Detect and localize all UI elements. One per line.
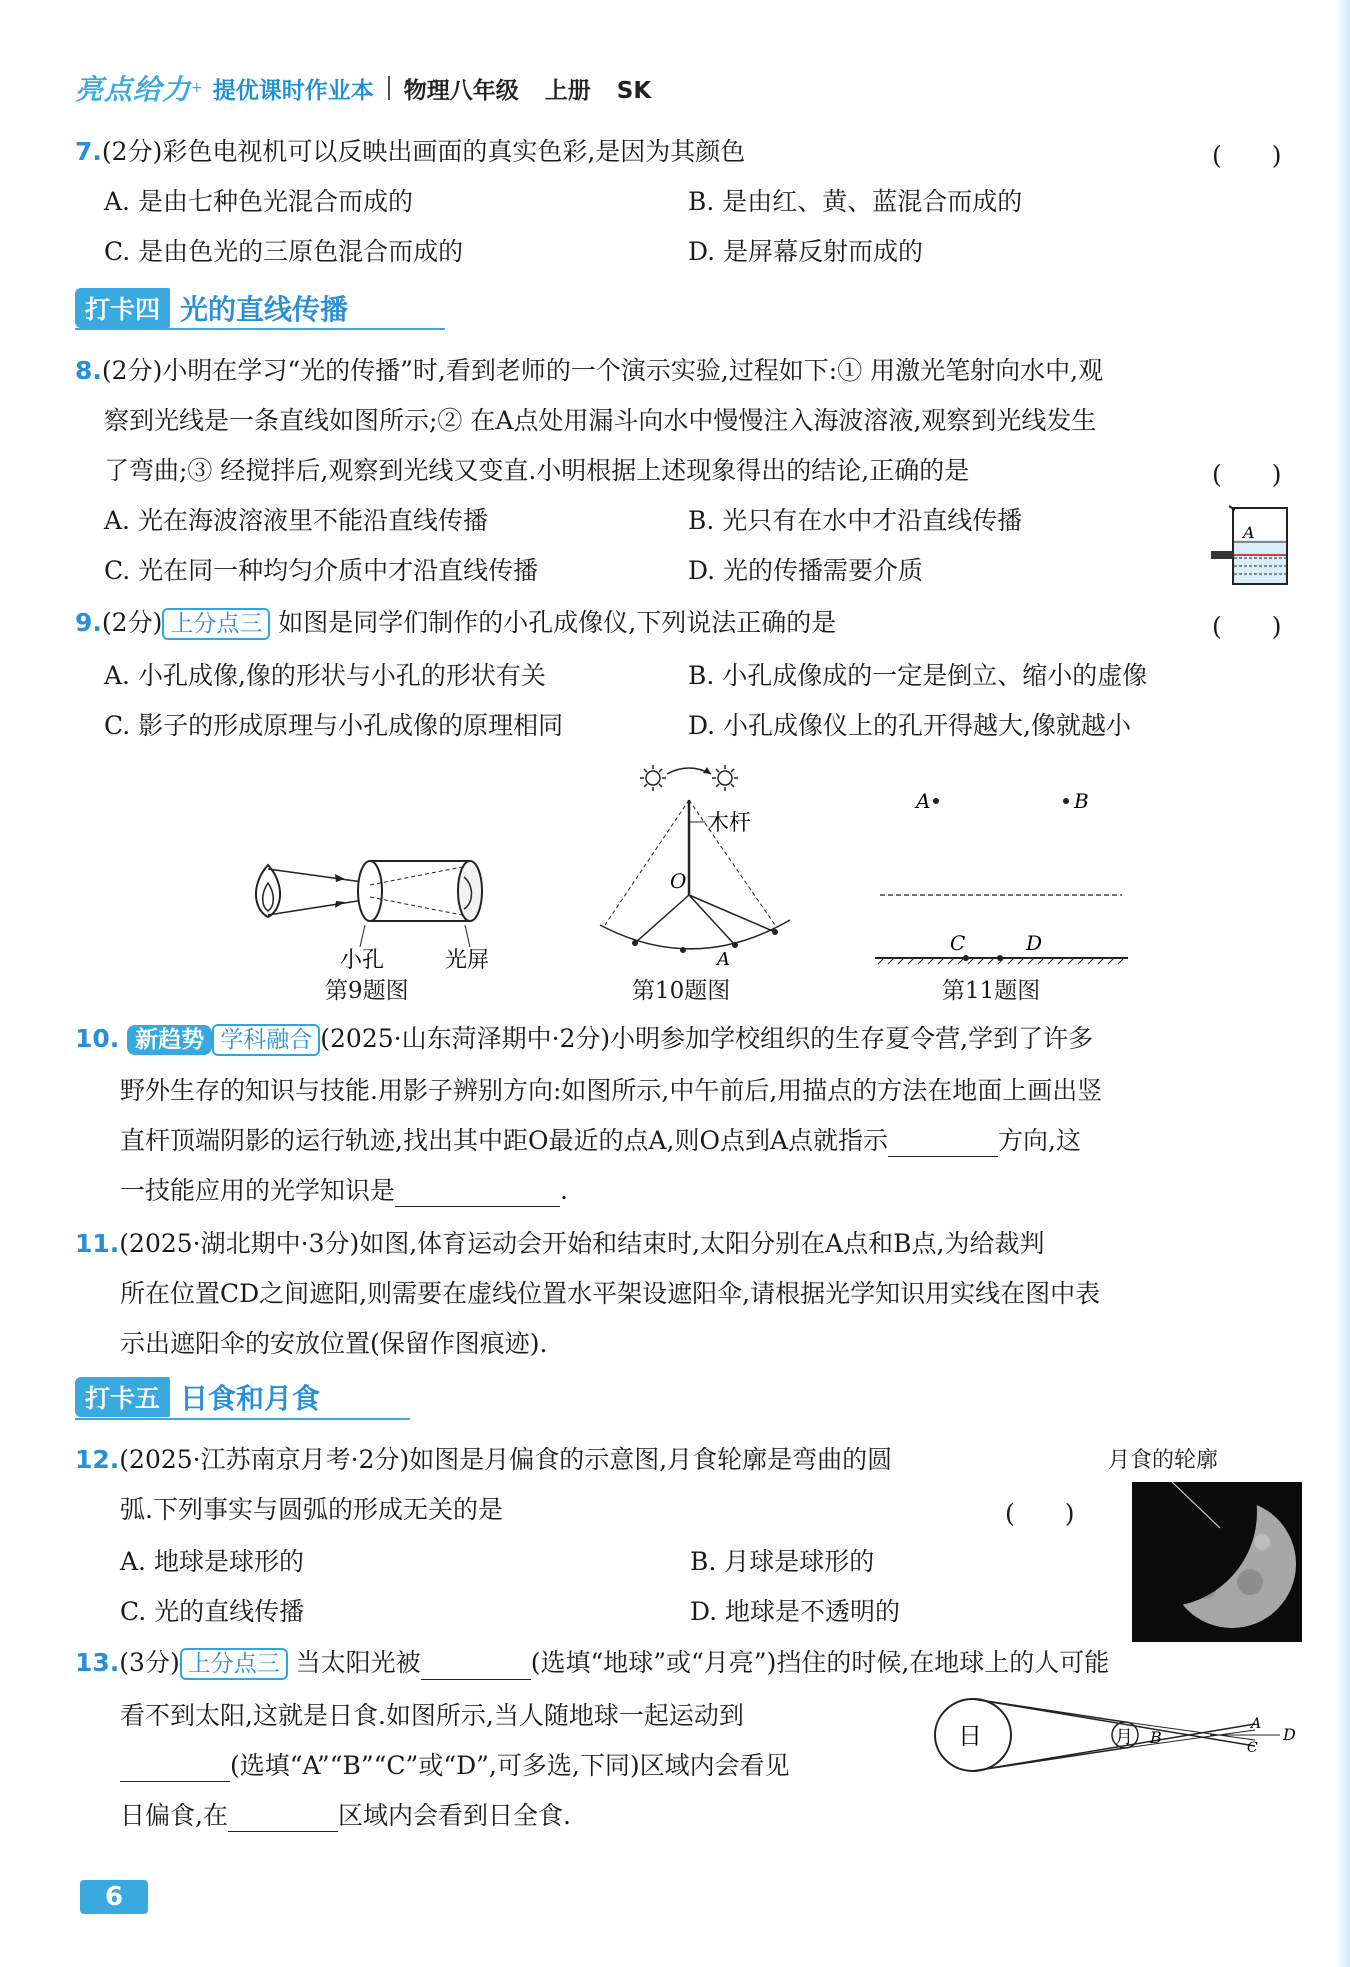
q12-option-b[interactable]: B. 月球是球形的 — [690, 1547, 875, 1576]
q13-text-3: (选填“A”“B”“C”或“D”,可多选,下同)区域内会看见 — [230, 1751, 790, 1780]
q10-blank-direction[interactable] — [888, 1130, 998, 1157]
q10-line-1 — [75, 1023, 1093, 1056]
q10-text-3b: 方向,这 — [998, 1126, 1081, 1155]
q8-option-c[interactable]: C. 光在同一种均匀介质中才沿直线传播 — [104, 556, 539, 585]
q12-option-a[interactable]: A. 地球是球形的 — [120, 1547, 304, 1576]
section-underline — [75, 322, 445, 330]
section-underline — [75, 1412, 410, 1420]
q13-line-2: 看不到太阳,这就是日食.如图所示,当人随地球一起运动到 — [120, 1701, 744, 1730]
q8-text-1: (2分)小明在学习“光的传播”时,看到老师的一个演示实验,过程如下:① 用激光笔射向水中,观 — [101, 356, 1104, 385]
q10-text-4b: . — [560, 1176, 568, 1205]
q9-tag: 上分点三 — [162, 608, 270, 640]
q12-text-1: (2025·江苏南京月考·2分)如图是月偏食的示意图,月食轮廓是弯曲的圆 — [119, 1445, 893, 1474]
fig10-label-a: A — [717, 949, 730, 970]
q13-line-4 — [120, 1800, 571, 1832]
q13-text-1b: (选填“地球”或“月亮”)挡住的时候,在地球上的人可能 — [530, 1648, 1110, 1677]
q11-text-1: (2025·湖北期中·3分)如图,体育运动会开始和结束时,太阳分别在A点和B点,为给裁判 — [119, 1229, 1045, 1258]
q13-number: 13. — [75, 1648, 120, 1677]
fig10-label-pole: 木杆 — [707, 811, 752, 836]
q12-line-2: 弧.下列事实与圆弧的形成无关的是 — [120, 1495, 503, 1524]
header-divider — [388, 76, 390, 100]
q10-line-2: 野外生存的知识与技能.用影子辨别方向:如图所示,中午前后,用描点的方法在地面上画出竖 — [120, 1076, 1103, 1105]
q13-fig-a: A — [1251, 1716, 1262, 1732]
q9-option-a[interactable]: A. 小孔成像,像的形状与小孔的形状有关 — [104, 661, 546, 690]
q13-fig-b: B — [1150, 1728, 1162, 1747]
q10-number: 10. — [75, 1024, 120, 1053]
q9-stem: 9.(2分) 上分点三 如图是同学们制作的小孔成像仪,下列说法正确的是 — [75, 607, 836, 640]
q9-option-c[interactable]: C. 影子的形成原理与小孔成像的原理相同 — [104, 711, 564, 740]
fig9-caption: 第9题图 — [325, 978, 409, 1004]
q10-tag-subject: 学科融合 — [212, 1024, 320, 1056]
fig11-label-d: D — [1026, 931, 1043, 955]
fig10-caption: 第10题图 — [632, 978, 731, 1004]
q9-answer-paren[interactable]: ( ) — [1212, 612, 1282, 641]
q7-option-b[interactable]: B. 是由红、黄、蓝混合而成的 — [688, 187, 1023, 216]
q13-fig-moon: 月 — [1115, 1727, 1133, 1748]
q13-points: (3分) — [119, 1648, 180, 1677]
q10-text-3: 直杆顶端阴影的运行轨迹,找出其中距O最近的点A,则O点到A点就指示 — [120, 1126, 888, 1155]
q8-number: 8. — [75, 356, 102, 385]
q12-number: 12. — [75, 1445, 120, 1474]
fig10-shadow-sundial — [595, 760, 815, 970]
q10-text-4: 一技能应用的光学知识是 — [120, 1176, 396, 1205]
q12-answer-paren[interactable]: ( ) — [1005, 1499, 1075, 1528]
fig11-label-c: C — [950, 931, 966, 955]
q9-text: 如图是同学们制作的小孔成像仪,下列说法正确的是 — [278, 608, 837, 637]
q10-tag-trend: 新趋势 — [127, 1025, 212, 1055]
page-edge — [1336, 0, 1350, 1967]
q7-number: 7. — [75, 137, 102, 166]
q13-fig-c: C — [1247, 1740, 1258, 1756]
q12-line-1 — [75, 1444, 892, 1476]
q13-text-4a: 日偏食,在 — [120, 1801, 228, 1830]
section-title: 日食和月食 — [180, 1382, 321, 1415]
series-title: 提优课时作业本 — [212, 77, 374, 104]
q13-blank-blocker[interactable] — [421, 1653, 531, 1680]
q12-option-d[interactable]: D. 地球是不透明的 — [690, 1597, 901, 1626]
section-badge: 打卡五 — [75, 1377, 170, 1417]
q13-text-4b: 区域内会看到日全食. — [337, 1801, 571, 1830]
page-number: 6 — [80, 1880, 148, 1914]
section-title: 光的直线传播 — [180, 293, 349, 326]
q7-text: (2分)彩色电视机可以反映出画面的真实色彩,是因为其颜色 — [101, 137, 746, 166]
fig11-caption: 第11题图 — [942, 978, 1041, 1004]
q7-option-d[interactable]: D. 是屏幕反射而成的 — [688, 237, 924, 266]
q13-tag: 上分点三 — [180, 1648, 288, 1680]
q8-answer-paren[interactable]: ( ) — [1212, 460, 1282, 489]
q13-fig-d: D — [1283, 1725, 1296, 1744]
q7-stem — [75, 136, 745, 168]
q8-fig-label-a: A — [1243, 523, 1255, 542]
q10-line-3 — [120, 1125, 1081, 1157]
q12-option-c[interactable]: C. 光的直线传播 — [120, 1597, 305, 1626]
q8-line-3: 了弯曲;③ 经搅拌后,观察到光线又变直.小明根据上述现象得出的结论,正确的是 — [104, 456, 970, 485]
sun-icon — [640, 765, 666, 791]
q11-number: 11. — [75, 1229, 120, 1258]
q12-lunar-eclipse-photo — [1132, 1482, 1302, 1642]
q8-beaker-figure — [1205, 500, 1300, 590]
q8-option-a[interactable]: A. 光在海波溶液里不能沿直线传播 — [104, 506, 488, 535]
q13-line-1 — [75, 1647, 1109, 1680]
page-header: 亮点给力 + 提优课时作业本 物理八年级 上册 SK — [75, 68, 651, 108]
q12-fig-label: 月食的轮廓 — [1108, 1448, 1219, 1473]
q13-solar-eclipse-diagram — [925, 1690, 1305, 1780]
q8-option-b[interactable]: B. 光只有在水中才沿直线传播 — [688, 506, 1023, 535]
q9-option-b[interactable]: B. 小孔成像成的一定是倒立、缩小的虚像 — [688, 661, 1148, 690]
q11-line-2: 所在位置CD之间遮阳,则需要在虚线位置水平架设遮阳伞,请根据光学知识用实线在图中表 — [120, 1279, 1101, 1308]
q10-line-4 — [120, 1175, 568, 1207]
q11-line-3: 示出遮阳伞的安放位置(保留作图痕迹). — [120, 1329, 548, 1358]
q10-text-1: (2025·山东菏泽期中·2分)小明参加学校组织的生存夏令营,学到了许多 — [320, 1024, 1094, 1053]
q13-blank-total[interactable] — [228, 1805, 338, 1832]
q7-option-a[interactable]: A. 是由七种色光混合而成的 — [104, 187, 413, 216]
q13-fig-sun: 日 — [958, 1722, 982, 1750]
q13-line-3 — [120, 1750, 790, 1782]
q7-option-c[interactable]: C. 是由色光的三原色混合而成的 — [104, 237, 464, 266]
sun-icon — [712, 765, 738, 791]
q7-answer-paren[interactable]: ( ) — [1212, 141, 1282, 170]
section-badge: 打卡四 — [75, 288, 170, 328]
brand-logo: 亮点给力 — [75, 73, 192, 106]
fig9-label-hole: 小孔 — [340, 948, 385, 970]
book-info: 物理八年级 上册 SK — [403, 77, 652, 104]
q9-option-d[interactable]: D. 小孔成像仪上的孔开得越大,像就越小 — [688, 711, 1131, 740]
q11-line-1 — [75, 1228, 1045, 1260]
fig9-label-screen: 光屏 — [445, 948, 490, 970]
q8-line-2: 察到光线是一条直线如图所示;② 在A点处用漏斗向水中慢慢注入海波溶液,观察到光线发生 — [104, 406, 1097, 435]
fig9-pinhole-camera — [240, 855, 520, 970]
fig10-label-o: O — [670, 869, 687, 893]
fig11-label-b: B — [1074, 789, 1089, 813]
fig11-umbrella-diagram — [870, 780, 1130, 965]
q13-text-1a: 当太阳光被 — [295, 1648, 421, 1677]
fig11-label-a: A — [916, 789, 931, 813]
q9-number: 9. — [75, 608, 102, 637]
q8-option-d[interactable]: D. 光的传播需要介质 — [688, 556, 924, 585]
q13-blank-partial[interactable] — [120, 1755, 230, 1782]
q10-blank-knowledge[interactable] — [395, 1180, 560, 1207]
q8-line-1 — [75, 355, 1103, 387]
